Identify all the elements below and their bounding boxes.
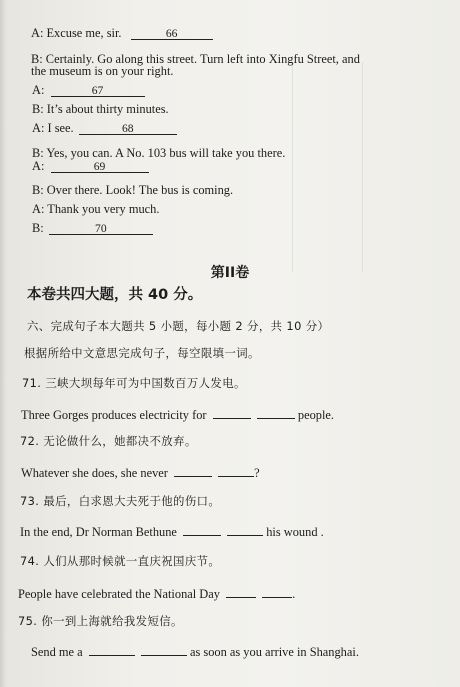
blank-number: 66 — [165, 27, 178, 40]
question-71-chinese: 71. 三峡大坝每年可为中国数百万人发电。 — [22, 376, 246, 390]
dialogue-text: B: Yes, you can. A No. 103 bus will take you there. — [32, 146, 286, 160]
answer-blank-68[interactable] — [79, 121, 177, 135]
answer-blank-72a[interactable] — [174, 463, 212, 477]
part-intro: 本卷共四大题，共 40 分。 — [27, 287, 203, 303]
sentence-start: People have celebrated the National Day — [18, 587, 220, 601]
dialogue-line-4 — [32, 83, 145, 97]
sentence-end: as soon as you arrive in Shanghai. — [189, 645, 359, 659]
answer-blank-70[interactable] — [49, 221, 153, 235]
blank-number: 68 — [121, 122, 134, 135]
dialogue-line-6 — [32, 121, 177, 135]
answer-blank-74a[interactable] — [226, 584, 256, 598]
bleed-through-rule — [292, 62, 293, 272]
dialogue-text: B: It’s about thirty minutes. — [32, 102, 169, 116]
dialogue-text: B: — [32, 221, 44, 235]
dialogue-line-11 — [32, 221, 153, 235]
question-75-english — [31, 642, 359, 659]
answer-blank-66[interactable] — [131, 26, 213, 40]
question-72-english — [21, 463, 260, 480]
sentence-end: his wound . — [266, 525, 324, 539]
question-74-english — [18, 584, 295, 601]
answer-blank-75a[interactable] — [89, 642, 135, 656]
dialogue-text: A: Thank you very much. — [32, 202, 160, 216]
dialogue-text: A: I see. — [32, 121, 74, 135]
dialogue-line-5 — [32, 102, 169, 116]
answer-blank-67[interactable] — [51, 83, 145, 97]
dialogue-text: A: — [32, 159, 45, 173]
question-72-chinese: 72. 无论做什么，她都决不放弃。 — [20, 434, 197, 448]
answer-blank-71a[interactable] — [213, 405, 251, 419]
answer-blank-73b[interactable] — [227, 522, 263, 536]
sentence-end: . — [292, 587, 296, 601]
dialogue-line-8 — [32, 159, 149, 173]
sentence-start: Whatever she does, she never — [21, 466, 168, 480]
answer-blank-73a[interactable] — [183, 522, 221, 536]
blank-number: 67 — [91, 84, 104, 97]
dialogue-text: the museum is on your right. — [31, 64, 174, 78]
question-73-english — [20, 522, 324, 539]
dialogue-line-3 — [31, 64, 173, 78]
dialogue-text: B: Certainly. Go along this street. Turn left into Xingfu Street, and — [31, 52, 360, 66]
answer-blank-69[interactable] — [51, 159, 149, 173]
dialogue-text: A: — [32, 83, 45, 97]
dialogue-text: A: Excuse me, sir. — [31, 26, 122, 40]
answer-blank-75b[interactable] — [141, 642, 187, 656]
question-73-chinese: 73. 最后，白求恩大夫死于他的伤口。 — [20, 494, 221, 508]
sentence-end: ? — [254, 466, 260, 480]
answer-blank-71b[interactable] — [257, 405, 295, 419]
dialogue-line-1 — [31, 26, 213, 40]
page-edge-shadow — [0, 0, 6, 687]
blank-number: 70 — [95, 222, 107, 235]
blank-number: 69 — [93, 160, 106, 173]
sentence-start: Send me a — [31, 645, 83, 659]
dialogue-text: B: Over there. Look! The bus is coming. — [32, 183, 234, 197]
dialogue-line-10 — [32, 202, 159, 216]
sentence-start: Three Gorges produces electricity for — [21, 408, 207, 422]
dialogue-line-7 — [32, 146, 285, 160]
bleed-through-rule — [362, 62, 363, 272]
answer-blank-74b[interactable] — [262, 584, 292, 598]
instruction-text: 根据所给中文意思完成句子，每空限填一词。 — [24, 346, 260, 360]
answer-blank-72b[interactable] — [218, 463, 254, 477]
question-74-chinese: 74. 人们从那时候就一直庆祝国庆节。 — [20, 554, 221, 568]
part-title: 第II卷 — [210, 265, 250, 281]
sentence-end: people. — [297, 408, 335, 422]
question-75-chinese: 75. 你一到上海就给我发短信。 — [18, 614, 183, 628]
question-71-english — [21, 405, 334, 422]
section-heading: 六、完成句子本大题共 5 小题，每小题 2 分，共 10 分） — [27, 319, 330, 333]
dialogue-line-9 — [32, 183, 233, 197]
sentence-start: In the end, Dr Norman Bethune — [20, 525, 177, 539]
